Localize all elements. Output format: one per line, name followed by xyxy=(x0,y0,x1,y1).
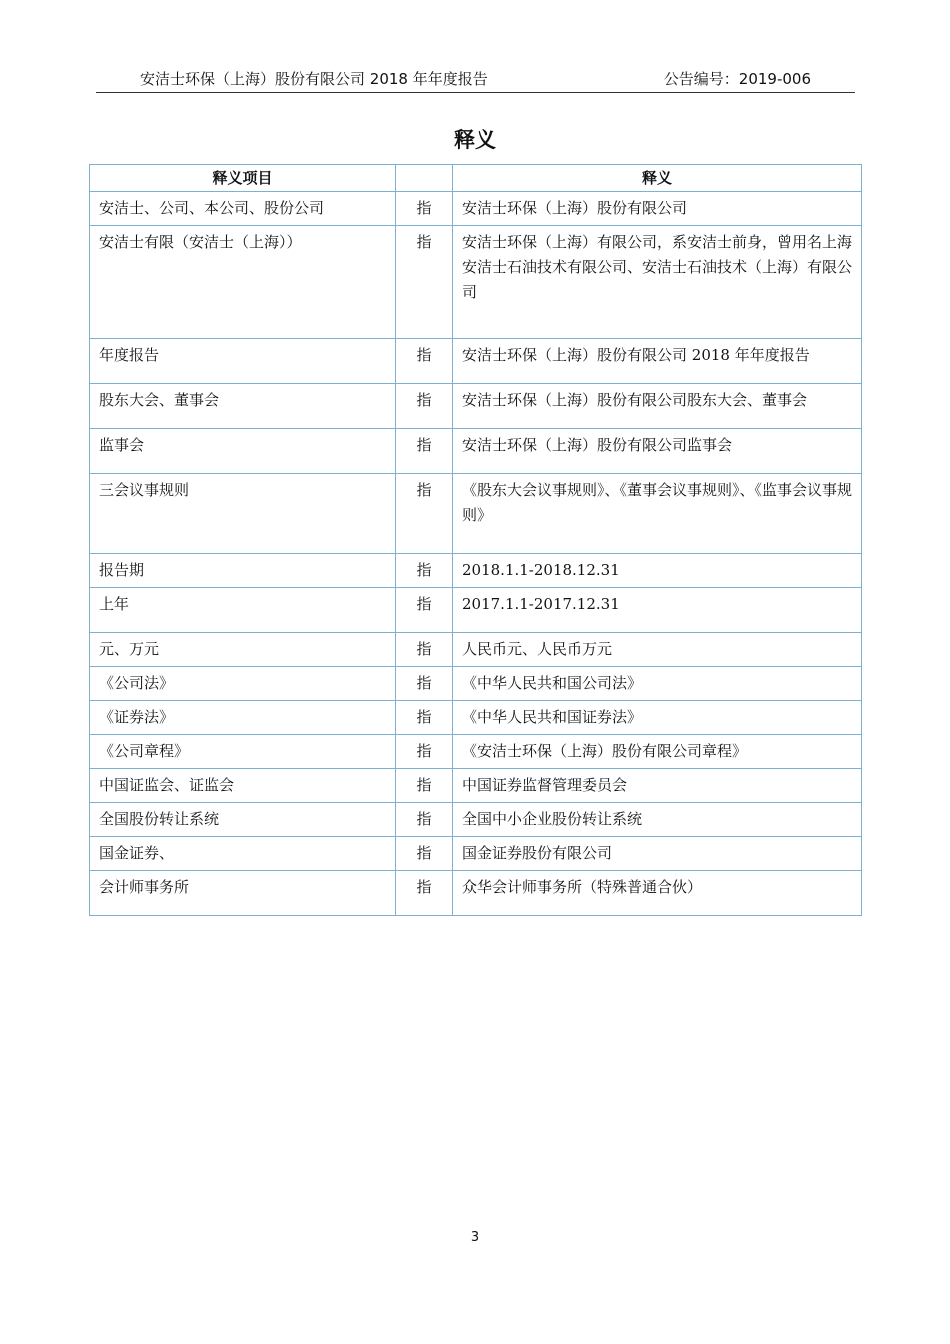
table-row xyxy=(90,837,862,871)
table-row xyxy=(90,192,862,226)
ref-cell: 指 xyxy=(396,384,453,429)
ref-cell: 指 xyxy=(396,474,453,554)
header-term: 释义项目 xyxy=(90,165,396,192)
meaning-cell: 全国中小企业股份转让系统 xyxy=(453,803,862,837)
header-meaning: 释义 xyxy=(453,165,862,192)
term-cell: 上年 xyxy=(90,588,396,633)
meaning-cell: 安洁士环保（上海）股份有限公司 2018 年年度报告 xyxy=(453,339,862,384)
term-cell: 会计师事务所 xyxy=(90,871,396,916)
term-cell: 《证券法》 xyxy=(90,701,396,735)
meaning-cell: 安洁士环保（上海）股份有限公司 xyxy=(453,192,862,226)
term-cell: 股东大会、董事会 xyxy=(90,384,396,429)
ref-cell: 指 xyxy=(396,735,453,769)
ref-cell: 指 xyxy=(396,871,453,916)
meaning-cell: 《中华人民共和国公司法》 xyxy=(453,667,862,701)
ref-cell: 指 xyxy=(396,192,453,226)
table-row xyxy=(90,769,862,803)
table-row xyxy=(90,667,862,701)
meaning-cell: 安洁士环保（上海）股份有限公司股东大会、董事会 xyxy=(453,384,862,429)
term-cell: 三会议事规则 xyxy=(90,474,396,554)
term-cell: 安洁士、公司、本公司、股份公司 xyxy=(90,192,396,226)
ref-cell: 指 xyxy=(396,701,453,735)
meaning-cell: 《中华人民共和国证券法》 xyxy=(453,701,862,735)
term-cell: 《公司法》 xyxy=(90,667,396,701)
ref-cell: 指 xyxy=(396,633,453,667)
table-row xyxy=(90,871,862,916)
table-row xyxy=(90,803,862,837)
meaning-cell: 2018.1.1-2018.12.31 xyxy=(453,554,862,588)
ref-cell: 指 xyxy=(396,803,453,837)
table-row xyxy=(90,588,862,633)
ref-cell: 指 xyxy=(396,226,453,339)
table-row xyxy=(90,429,862,474)
meaning-cell: 《安洁士环保（上海）股份有限公司章程》 xyxy=(453,735,862,769)
report-title: 安洁士环保（上海）股份有限公司 2018 年年度报告 xyxy=(140,70,488,88)
term-cell: 中国证监会、证监会 xyxy=(90,769,396,803)
announcement-number: 公告编号：2019-006 xyxy=(663,70,811,88)
ref-cell: 指 xyxy=(396,429,453,474)
meaning-cell: 众华会计师事务所（特殊普通合伙） xyxy=(453,871,862,916)
ref-cell: 指 xyxy=(396,588,453,633)
term-cell: 安洁士有限（安洁士（上海）） xyxy=(90,226,396,339)
meaning-cell: 国金证券股份有限公司 xyxy=(453,837,862,871)
meaning-cell: 人民币元、人民币万元 xyxy=(453,633,862,667)
term-cell: 国金证券、 xyxy=(90,837,396,871)
term-cell: 元、万元 xyxy=(90,633,396,667)
term-cell: 监事会 xyxy=(90,429,396,474)
ref-cell: 指 xyxy=(396,554,453,588)
term-cell: 《公司章程》 xyxy=(90,735,396,769)
meaning-cell: 安洁士环保（上海）股份有限公司监事会 xyxy=(453,429,862,474)
table-header-row xyxy=(90,165,862,192)
table-row xyxy=(90,474,862,554)
term-cell: 全国股份转让系统 xyxy=(90,803,396,837)
table-row xyxy=(90,633,862,667)
header-ref xyxy=(396,165,453,192)
page-header xyxy=(96,68,855,93)
ref-cell: 指 xyxy=(396,339,453,384)
table-row xyxy=(90,701,862,735)
table-row xyxy=(90,226,862,339)
page-number: 3 xyxy=(470,1230,480,1245)
table-row xyxy=(90,735,862,769)
ref-cell: 指 xyxy=(396,769,453,803)
term-cell: 报告期 xyxy=(90,554,396,588)
meaning-cell: 2017.1.1-2017.12.31 xyxy=(453,588,862,633)
ref-cell: 指 xyxy=(396,837,453,871)
meaning-cell: 《股东大会议事规则》、《董事会议事规则》、《监事会议事规则》 xyxy=(453,474,862,554)
table-row xyxy=(90,339,862,384)
meaning-cell: 安洁士环保（上海）有限公司，系安洁士前身，曾用名上海安洁士石油技术有限公司、安洁士石油技术（上海）有限公司 xyxy=(453,226,862,339)
table-row xyxy=(90,384,862,429)
meaning-cell: 中国证券监督管理委员会 xyxy=(453,769,862,803)
definitions-table xyxy=(89,164,862,916)
term-cell: 年度报告 xyxy=(90,339,396,384)
table-row xyxy=(90,554,862,588)
ref-cell: 指 xyxy=(396,667,453,701)
page-title: 释义 xyxy=(454,128,496,152)
